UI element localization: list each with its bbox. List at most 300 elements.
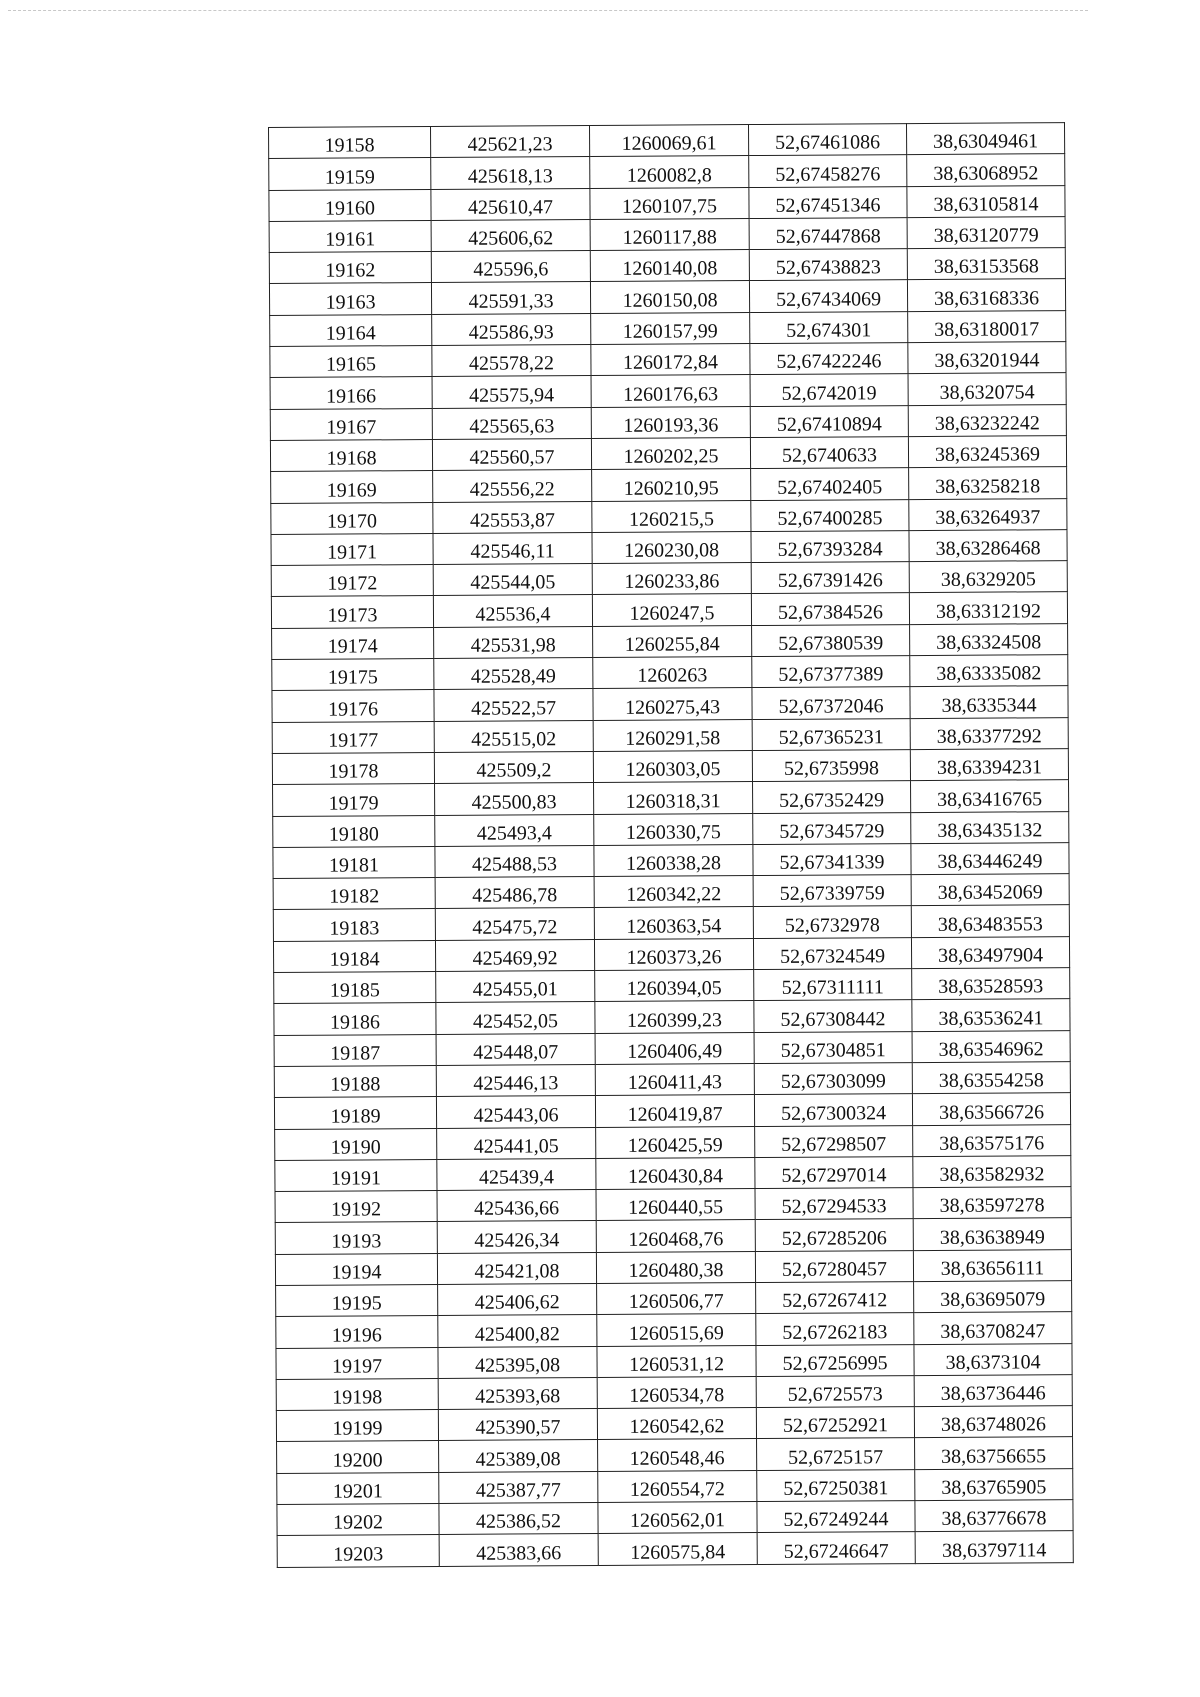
cell-text: 425389,08 [475,1448,561,1471]
y-coordinate-cell [592,500,751,532]
cell-text: 38,63695079 [940,1288,1046,1312]
cell-text: 425387,77 [475,1479,561,1502]
cell-text: 19180 [328,823,379,846]
point-number-cell [271,565,433,597]
x-coordinate-cell [433,501,592,533]
point-number-cell [274,972,436,1004]
x-coordinate-cell [434,626,593,658]
table-row [273,842,1069,878]
point-number-cell [276,1284,438,1316]
cell-text: 38,63656111 [940,1257,1045,1280]
y-coordinate-cell [591,406,750,438]
x-coordinate-cell [433,564,592,596]
x-coordinate-cell [438,1315,597,1347]
point-number-cell [272,659,434,691]
longitude-cell [908,436,1066,468]
x-coordinate-cell [434,689,593,721]
y-coordinate-cell [597,1345,756,1377]
cell-text: 52,6732978 [784,913,880,937]
table-row [273,936,1069,972]
cell-text: 19168 [326,447,377,470]
latitude-cell [755,1188,913,1220]
latitude-cell [755,1156,913,1188]
cell-text: 1260394,05 [626,977,722,1001]
cell-text: 19179 [328,791,379,815]
point-number-cell [277,1535,439,1567]
longitude-cell [910,655,1068,687]
cell-text: 52,67365231 [778,726,884,749]
longitude-cell [913,1249,1071,1281]
y-coordinate-cell [593,625,752,657]
cell-text: 19202 [332,1511,384,1534]
cell-text: 1260255,84 [624,633,720,656]
cell-text: 1260531,12 [629,1353,725,1376]
table-row [271,592,1067,628]
cell-text: 52,67410894 [776,413,882,436]
x-coordinate-cell [431,126,590,158]
table-row [274,1030,1070,1066]
point-number-cell [277,1472,439,1504]
latitude-cell [754,1094,912,1126]
x-coordinate-cell [434,751,593,783]
cell-text: 38,6320754 [939,380,1035,404]
cell-text: 425565,63 [469,415,555,438]
y-coordinate-cell [596,1251,755,1283]
table-row [273,905,1069,941]
cell-text: 1260107,75 [621,195,718,218]
cell-text: 1260117,88 [622,226,717,250]
cell-text: 425448,07 [473,1041,559,1064]
x-coordinate-cell [432,345,591,377]
cell-text: 38,63435132 [937,819,1043,842]
latitude-cell [749,217,907,249]
cell-text: 38,63546962 [938,1038,1044,1061]
cell-text: 19190 [330,1136,381,1159]
cell-text: 1260440,55 [628,1196,724,1220]
y-coordinate-cell [595,1032,754,1064]
point-number-cell [275,1128,437,1160]
cell-text: 1260411,43 [627,1071,723,1095]
longitude-cell [913,1218,1071,1250]
cell-text: 1260338,28 [625,852,722,875]
cell-text: 1260534,78 [629,1384,725,1407]
cell-text: 38,63180017 [934,318,1040,342]
cell-text: 52,67341339 [779,851,885,875]
longitude-cell [914,1374,1072,1406]
cell-text: 19165 [325,353,377,377]
cell-text: 19186 [329,1010,381,1034]
coordinates-table-body [269,123,1074,1567]
longitude-cell [907,248,1065,280]
cell-text: 425560,57 [469,446,555,470]
y-coordinate-cell [596,1220,755,1252]
longitude-cell [911,905,1069,937]
point-number-cell [275,1222,437,1254]
longitude-cell [911,936,1069,968]
cell-text: 425575,94 [469,383,555,407]
cell-text: 38,63554258 [938,1069,1044,1093]
cell-text: 52,6740633 [781,444,878,468]
x-coordinate-cell [439,1440,598,1472]
longitude-cell [912,999,1070,1031]
y-coordinate-cell [590,281,749,313]
cell-text: 1260150,08 [622,289,718,312]
y-coordinate-cell [592,531,751,563]
cell-text: 19199 [332,1417,383,1441]
table-row [272,655,1068,691]
cell-text: 38,63201944 [934,349,1040,373]
longitude-cell [910,717,1068,749]
cell-text: 52,67438823 [775,256,881,280]
latitude-cell [756,1282,914,1314]
x-coordinate-cell [432,376,591,408]
y-coordinate-cell [597,1283,756,1315]
cell-text: 38,63105814 [933,193,1039,216]
cell-text: 38,63536241 [938,1006,1044,1030]
cell-text: 52,67308442 [780,1007,886,1031]
latitude-cell [750,343,908,375]
cell-text: 1260554,72 [629,1478,725,1501]
cell-text: 38,63497904 [938,944,1044,967]
table-row [272,623,1068,659]
cell-text: 52,67246647 [783,1539,889,1563]
latitude-cell [754,1062,912,1094]
cell-text: 19200 [332,1449,383,1472]
cell-text: 19177 [328,729,379,752]
y-coordinate-cell [591,344,750,376]
table-row [277,1531,1073,1567]
y-coordinate-cell [596,1189,755,1221]
x-coordinate-cell [435,939,594,971]
latitude-cell [755,1125,913,1157]
cell-text: 1260330,75 [625,821,721,844]
cell-text: 38,63416765 [937,787,1043,811]
point-number-cell [272,627,434,659]
latitude-cell [751,562,909,594]
table-row [274,1062,1070,1098]
cell-text: 1260082,8 [626,163,712,187]
y-coordinate-cell [597,1376,756,1408]
cell-text: 52,67434069 [775,288,882,311]
longitude-cell [908,404,1066,436]
cell-text: 38,63377292 [936,725,1042,748]
latitude-cell [749,249,907,281]
point-number-cell [276,1378,438,1410]
cell-text: 1260542,62 [629,1415,725,1439]
table-row [270,404,1066,440]
y-coordinate-cell [593,657,752,689]
cell-text: 52,67280457 [781,1258,888,1281]
latitude-cell [756,1375,914,1407]
table-row [275,1218,1071,1254]
longitude-cell [915,1531,1073,1563]
table-row [271,561,1067,597]
cell-text: 425455,01 [472,978,558,1002]
table-row [272,717,1068,753]
cell-text: 1260176,63 [623,382,719,406]
table-row [269,185,1065,221]
x-coordinate-cell [437,1158,596,1190]
point-number-cell [271,596,433,628]
cell-text: 19197 [332,1355,383,1378]
table-row [273,874,1069,910]
cell-text: 19170 [326,510,377,533]
point-number-cell [269,127,431,159]
table-row [271,467,1067,503]
cell-text: 52,67391426 [777,569,883,593]
longitude-cell [912,1062,1070,1094]
latitude-cell [754,1000,912,1032]
latitude-cell [752,750,910,782]
cell-text: 1260275,43 [624,695,721,719]
table-row [271,529,1067,565]
latitude-cell [753,781,911,813]
cell-text: 19188 [330,1073,381,1096]
x-coordinate-cell [437,1252,596,1284]
cell-text: 52,67384526 [777,601,884,624]
latitude-cell [754,969,912,1001]
y-coordinate-cell [591,312,750,344]
cell-text: 19176 [327,697,379,721]
x-coordinate-cell [433,470,592,502]
cell-text: 1260468,76 [628,1227,724,1251]
longitude-cell [909,592,1067,624]
cell-text: 425488,53 [471,853,558,876]
longitude-cell [909,467,1067,499]
cell-text: 1260506,77 [628,1290,724,1314]
table-row [270,310,1066,346]
y-coordinate-cell [594,907,753,939]
table-row [276,1312,1072,1348]
table-row [269,123,1065,159]
cell-text: 425586,93 [468,321,554,344]
cell-text: 1260419,87 [627,1102,723,1126]
cell-text: 19159 [324,165,375,189]
x-coordinate-cell [432,407,591,439]
table-row [276,1374,1072,1410]
cell-text: 52,67262183 [782,1320,888,1344]
point-number-cell [273,815,435,847]
cell-text: 52,67311111 [781,976,884,1000]
cell-text: 52,67339759 [779,882,885,906]
cell-text: 38,63245369 [934,443,1041,467]
cell-text: 425544,05 [470,571,556,595]
cell-text: 425452,05 [472,1009,559,1033]
table-row [269,279,1065,315]
y-coordinate-cell [593,719,752,751]
y-coordinate-cell [593,750,752,782]
cell-text: 425556,22 [469,477,555,501]
cell-text: 19161 [325,228,376,251]
longitude-cell [906,123,1064,155]
cell-text: 52,67303099 [780,1070,886,1094]
cell-text: 425386,52 [475,1510,562,1534]
x-coordinate-cell [435,908,594,940]
x-coordinate-cell [431,157,590,189]
latitude-cell [752,624,910,656]
cell-text: 38,63068952 [933,161,1039,185]
point-number-cell [273,846,435,878]
table-row [277,1437,1073,1473]
table-row [271,498,1067,534]
cell-text: 38,63708247 [940,1319,1046,1343]
longitude-cell [914,1312,1072,1344]
y-coordinate-cell [593,688,752,720]
cell-text: 52,67372046 [778,694,884,718]
latitude-cell [753,812,911,844]
cell-text: 19184 [329,948,380,971]
table-row [274,999,1070,1035]
cell-text: 1260318,31 [625,789,721,813]
x-coordinate-cell [435,783,594,815]
longitude-cell [915,1468,1073,1500]
cell-text: 19160 [324,197,376,220]
point-number-cell [271,533,433,565]
table-row [275,1249,1071,1285]
cell-text: 38,63394231 [936,756,1042,780]
y-coordinate-cell [595,970,754,1002]
point-number-cell [269,252,431,284]
cell-text: 38,63582932 [939,1163,1045,1187]
cell-text: 52,67402405 [777,475,883,499]
cell-text: 38,63566726 [938,1100,1045,1124]
cell-text: 425591,33 [468,290,554,313]
latitude-cell [757,1532,915,1564]
cell-text: 425421,08 [474,1260,560,1283]
cell-text: 38,63286468 [935,537,1041,561]
x-coordinate-cell [435,814,594,846]
longitude-cell [911,842,1069,874]
cell-text: 1260425,59 [627,1134,723,1157]
cell-text: 52,67345729 [779,820,885,843]
longitude-cell [914,1343,1072,1375]
cell-text: 1260247,5 [629,602,715,625]
table-row [272,686,1068,722]
cell-text: 52,67451346 [775,194,881,217]
longitude-cell [912,1030,1070,1062]
cell-text: 38,63528593 [938,975,1044,999]
cell-text: 425578,22 [468,352,555,376]
x-coordinate-cell [439,1534,598,1566]
cell-text: 38,63597278 [939,1194,1045,1218]
table-row [269,154,1065,190]
point-number-cell [270,377,432,409]
cell-text: 19173 [327,604,378,627]
cell-text: 19182 [329,885,380,909]
longitude-cell [907,185,1065,217]
cell-text: 1260069,61 [621,132,717,156]
cell-text: 425596,6 [473,258,549,282]
x-coordinate-cell [436,1064,595,1096]
longitude-cell [914,1406,1072,1438]
x-coordinate-cell [431,219,590,251]
cell-text: 52,67400285 [777,507,883,530]
longitude-cell [907,217,1065,249]
x-coordinate-cell [438,1377,597,1409]
table-row [272,749,1068,785]
table-row [269,248,1065,284]
table-row [275,1155,1071,1191]
latitude-cell [749,280,907,312]
cell-text: 19185 [329,979,380,1002]
cell-text: 38,63264937 [935,506,1041,529]
cell-text: 1260263 [637,664,708,688]
y-coordinate-cell [598,1502,757,1534]
cell-text: 19181 [328,854,380,877]
latitude-cell [751,468,909,500]
cell-text: 1260575,84 [630,1540,726,1564]
latitude-cell [750,437,908,469]
cell-text: 1260230,08 [624,539,720,562]
cell-text: 52,67249244 [783,1508,889,1532]
y-coordinate-cell [595,1001,754,1033]
cell-text: 1260406,49 [627,1040,723,1063]
cell-text: 38,63232242 [934,412,1040,435]
y-coordinate-cell [594,844,753,876]
latitude-cell [756,1407,914,1439]
x-coordinate-cell [432,313,591,345]
cell-text: 1260210,95 [623,476,719,500]
y-coordinate-cell [598,1470,757,1502]
x-coordinate-cell [436,1096,595,1128]
table-row [273,780,1069,816]
cell-text: 19167 [326,416,377,439]
cell-text: 19189 [330,1104,381,1128]
x-coordinate-cell [436,1002,595,1034]
cell-text: 52,67458276 [775,162,881,186]
longitude-cell [907,154,1065,186]
cell-text: 52,67256995 [782,1352,888,1375]
cell-text: 425500,83 [471,790,557,814]
table-row [275,1187,1071,1223]
cell-text: 1260562,01 [629,1509,726,1533]
table-row [276,1343,1072,1379]
latitude-cell [750,405,908,437]
latitude-cell [752,656,910,688]
cell-text: 52,67300324 [780,1101,887,1125]
latitude-cell [753,937,911,969]
cell-text: 52,67297014 [781,1164,887,1187]
latitude-cell [756,1344,914,1376]
x-coordinate-cell [438,1346,597,1378]
cell-text: 425536,4 [475,603,551,626]
cell-text: 19178 [328,760,379,783]
longitude-cell [912,1093,1070,1125]
latitude-cell [751,530,909,562]
x-coordinate-cell [437,1127,596,1159]
y-coordinate-cell [594,876,753,908]
latitude-cell [753,906,911,938]
x-coordinate-cell [434,658,593,690]
cell-text: 1260363,54 [626,914,722,938]
cell-text: 52,674301 [786,319,872,342]
y-coordinate-cell [590,187,749,219]
cell-text: 1260157,99 [622,320,718,343]
latitude-cell [748,124,906,156]
y-coordinate-cell [592,469,751,501]
cell-text: 38,63797114 [942,1538,1047,1562]
cell-text: 38,63258218 [935,474,1041,498]
cell-text: 1260291,58 [625,727,721,750]
coordinates-table [268,122,1074,1567]
cell-text: 19183 [329,917,380,940]
cell-text: 38,6329205 [940,568,1036,592]
cell-text: 19169 [326,478,377,502]
y-coordinate-cell [596,1126,755,1158]
point-number-cell [276,1410,438,1442]
y-coordinate-cell [591,375,750,407]
cell-text: 52,67352429 [779,788,885,812]
